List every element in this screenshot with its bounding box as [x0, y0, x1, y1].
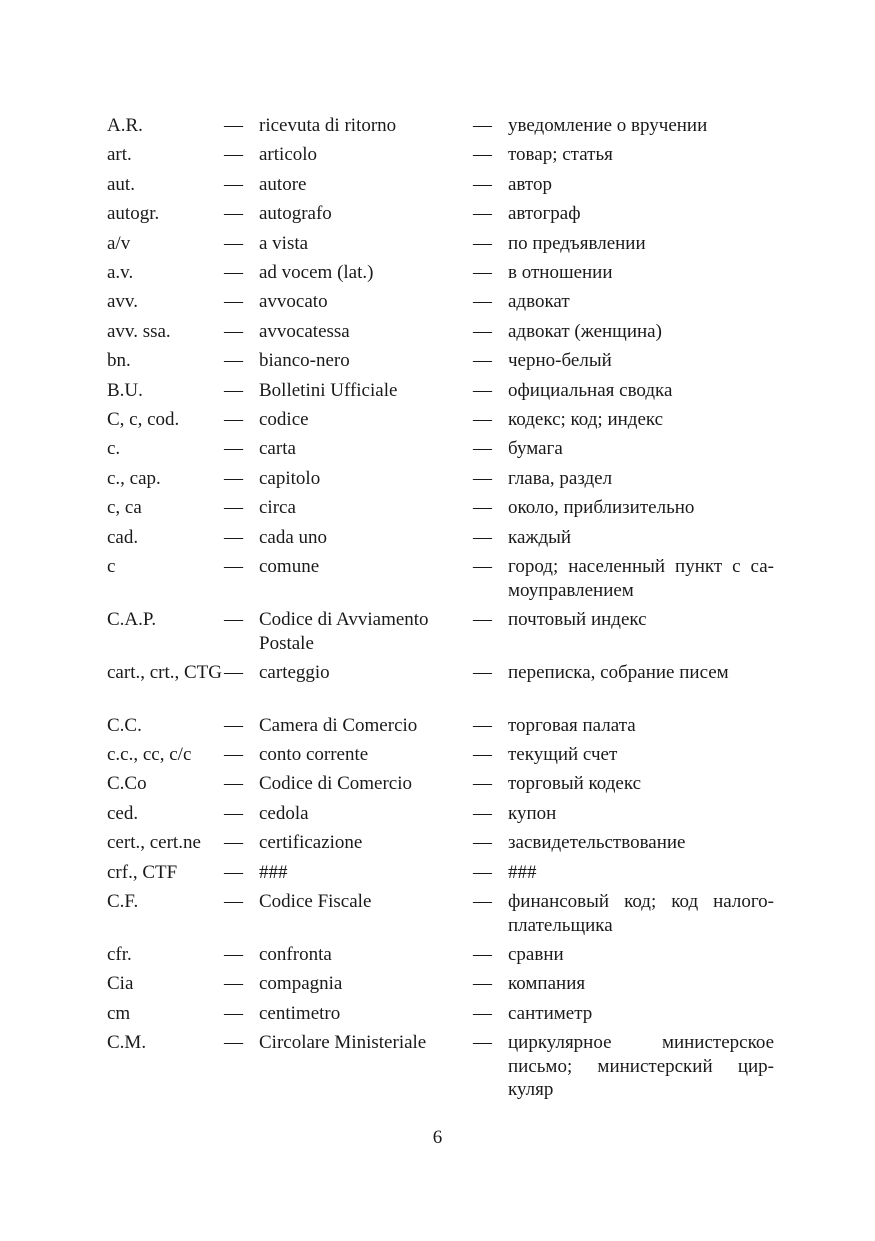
russian-translation-line: автор	[508, 174, 552, 195]
separator-dash: —	[224, 203, 243, 224]
italian-term: Codice di Comercio	[259, 773, 413, 794]
abbreviation: cfr.	[107, 944, 132, 965]
abbreviation: c	[107, 556, 116, 577]
separator-dash: —	[473, 1003, 492, 1024]
separator-dash: —	[224, 144, 243, 165]
russian-translation	[508, 261, 774, 285]
separator-dash: —	[224, 832, 243, 853]
russian-translation-line: финансовый код; код налого-	[508, 891, 774, 912]
separator-dash: —	[473, 409, 492, 430]
russian-translation-line: моуправлением	[508, 579, 634, 601]
russian-translation-line: товар; статья	[508, 144, 613, 165]
russian-translation-line: в отношении	[508, 262, 613, 283]
russian-translation-line: глава, раздел	[508, 468, 613, 489]
separator-dash: —	[473, 468, 492, 489]
russian-translation-line: текущий счет	[508, 744, 618, 765]
abbreviation: B.U.	[107, 380, 143, 401]
separator-dash: —	[224, 744, 243, 765]
abbreviation: art.	[107, 144, 132, 165]
separator-dash: —	[473, 556, 492, 577]
separator-dash: —	[224, 262, 243, 283]
separator-dash: —	[224, 233, 243, 254]
separator-dash: —	[224, 291, 243, 312]
abbreviation: c., cap.	[107, 468, 161, 489]
russian-translation-line: уведомление о вручении	[508, 115, 708, 136]
italian-term: cedola	[259, 803, 309, 824]
russian-translation-line: кодекс; код; индекс	[508, 409, 664, 430]
russian-translation	[508, 290, 774, 314]
russian-translation	[508, 661, 774, 685]
russian-translation	[508, 772, 774, 796]
separator-dash: —	[473, 438, 492, 459]
separator-dash: —	[224, 944, 243, 965]
abbreviation: avv.	[107, 291, 138, 312]
russian-translation	[508, 743, 774, 767]
russian-translation	[508, 232, 774, 256]
separator-dash: —	[224, 973, 243, 994]
separator-dash: —	[224, 321, 243, 342]
abbreviation: crf., CTF	[107, 862, 178, 883]
separator-dash: —	[473, 380, 492, 401]
russian-translation-line: письмо; министерский цир-	[508, 1055, 774, 1077]
russian-translation	[508, 320, 774, 344]
italian-term: ricevuta di ritorno	[259, 115, 397, 136]
abbreviation: c, ca	[107, 497, 142, 518]
abbreviation: C.C.	[107, 715, 142, 736]
italian-term: ###	[259, 862, 288, 883]
page-number: 6	[432, 1127, 443, 1148]
abbreviation: Cia	[107, 973, 134, 994]
italian-term: autografo	[259, 203, 332, 224]
italian-term: bianco-nero	[259, 350, 350, 371]
russian-translation-line: черно-белый	[508, 350, 612, 371]
separator-dash: —	[224, 527, 243, 548]
separator-dash: —	[224, 662, 243, 683]
italian-term: autore	[259, 174, 307, 195]
separator-dash: —	[224, 1003, 243, 1024]
separator-dash: —	[473, 609, 492, 630]
russian-translation-line: адвокат	[508, 291, 570, 312]
italian-term: certificazione	[259, 832, 363, 853]
russian-translation	[508, 890, 774, 937]
russian-translation-line: переписка, собрание писем	[508, 662, 729, 683]
italian-term: Bolletini Ufficiale	[259, 380, 398, 401]
russian-translation-line: адвокат (женщина)	[508, 321, 662, 342]
separator-dash: —	[473, 715, 492, 736]
russian-translation-line: плательщика	[508, 914, 613, 936]
abbreviation: a/v	[107, 233, 131, 254]
abbreviation: aut.	[107, 174, 135, 195]
italian-term: codice	[259, 409, 309, 430]
abbreviation: cert., cert.ne	[107, 832, 201, 853]
russian-translation	[508, 1031, 774, 1102]
italian-term: articolo	[259, 144, 318, 165]
russian-translation-line: торговый кодекс	[508, 773, 642, 794]
separator-dash: —	[473, 662, 492, 683]
russian-translation-line: засвидетельствование	[508, 832, 686, 853]
italian-term: capitolo	[259, 468, 321, 489]
russian-translation	[508, 972, 774, 996]
separator-dash: —	[224, 497, 243, 518]
separator-dash: —	[224, 773, 243, 794]
russian-translation-line: город; населенный пункт с са-	[508, 556, 774, 577]
italian-term: comune	[259, 556, 320, 577]
separator-dash: —	[473, 144, 492, 165]
separator-dash: —	[224, 715, 243, 736]
italian-term: Camera di Comercio	[259, 715, 418, 736]
abbreviation: A.R.	[107, 115, 143, 136]
italian-term: avvocato	[259, 291, 328, 312]
separator-dash: —	[473, 862, 492, 883]
abbreviation: C.F.	[107, 891, 139, 912]
separator-dash: —	[224, 409, 243, 430]
italian-term: ad vocem (lat.)	[259, 262, 374, 283]
separator-dash: —	[473, 233, 492, 254]
russian-translation	[508, 379, 774, 403]
russian-translation-line: около, приблизительно	[508, 497, 695, 518]
italian-term: conto corrente	[259, 744, 369, 765]
italian-term: avvocatessa	[259, 321, 350, 342]
separator-dash: —	[224, 115, 243, 136]
separator-dash: —	[224, 438, 243, 459]
separator-dash: —	[473, 832, 492, 853]
italian-term: confronta	[259, 944, 332, 965]
russian-translation-line: компания	[508, 973, 586, 994]
italian-term: compagnia	[259, 973, 343, 994]
separator-dash: —	[473, 527, 492, 548]
russian-translation	[508, 114, 774, 138]
separator-dash: —	[473, 973, 492, 994]
separator-dash: —	[473, 891, 492, 912]
russian-translation-line: ###	[508, 862, 537, 883]
russian-translation-line: официальная сводка	[508, 380, 673, 401]
separator-dash: —	[473, 803, 492, 824]
russian-translation	[508, 555, 774, 602]
separator-dash: —	[224, 350, 243, 371]
russian-translation-line: торговая палата	[508, 715, 636, 736]
russian-translation	[508, 349, 774, 373]
separator-dash: —	[473, 744, 492, 765]
italian-term: centimetro	[259, 1003, 341, 1024]
russian-translation-line: по предъявлении	[508, 233, 646, 254]
separator-dash: —	[473, 115, 492, 136]
italian-term: carteggio	[259, 662, 330, 683]
russian-translation-line: циркулярное министерское	[508, 1032, 774, 1053]
separator-dash: —	[473, 944, 492, 965]
separator-dash: —	[224, 556, 243, 577]
italian-term: circa	[259, 497, 296, 518]
russian-translation	[508, 202, 774, 226]
russian-translation	[508, 437, 774, 461]
russian-translation	[508, 714, 774, 738]
abbreviation: c.c., cc, c/c	[107, 744, 192, 765]
separator-dash: —	[224, 174, 243, 195]
italian-term: Codice Fiscale	[259, 891, 372, 912]
russian-translation	[508, 526, 774, 550]
abbreviation: avv. ssa.	[107, 321, 171, 342]
italian-term: Codice di Avviamento Postale	[259, 609, 429, 654]
separator-dash: —	[224, 1032, 243, 1053]
abbreviation: c.	[107, 438, 121, 459]
russian-translation	[508, 143, 774, 167]
separator-dash: —	[473, 262, 492, 283]
italian-term: a vista	[259, 233, 309, 254]
separator-dash: —	[473, 1032, 492, 1053]
abbreviation: a.v.	[107, 262, 134, 283]
russian-translation	[508, 467, 774, 491]
russian-translation	[508, 173, 774, 197]
russian-translation-line: сантиметр	[508, 1003, 593, 1024]
separator-dash: —	[224, 609, 243, 630]
russian-translation	[508, 496, 774, 520]
separator-dash: —	[473, 497, 492, 518]
separator-dash: —	[224, 803, 243, 824]
abbreviation: cart., crt., CTG	[107, 662, 223, 683]
russian-translation-line: каждый	[508, 527, 572, 548]
separator-dash: —	[473, 773, 492, 794]
abbreviation: ced.	[107, 803, 139, 824]
russian-translation	[508, 861, 774, 885]
russian-translation	[508, 1002, 774, 1026]
separator-dash: —	[224, 380, 243, 401]
separator-dash: —	[473, 321, 492, 342]
separator-dash: —	[224, 468, 243, 489]
separator-dash: —	[473, 291, 492, 312]
russian-translation-line: автограф	[508, 203, 581, 224]
russian-translation-line: почтовый индекс	[508, 609, 647, 630]
russian-translation	[508, 802, 774, 826]
abbreviation: bn.	[107, 350, 131, 371]
abbreviation: C.M.	[107, 1032, 147, 1053]
russian-translation	[508, 408, 774, 432]
italian-term: Circolare Ministeriale	[259, 1032, 427, 1053]
abbreviation: C, c, cod.	[107, 409, 180, 430]
italian-term: cada uno	[259, 527, 328, 548]
abbreviation: C.A.P.	[107, 609, 157, 630]
separator-dash: —	[224, 891, 243, 912]
separator-dash: —	[473, 203, 492, 224]
separator-dash: —	[473, 174, 492, 195]
russian-translation-line: купон	[508, 803, 557, 824]
abbreviation: autogr.	[107, 203, 160, 224]
russian-translation	[508, 831, 774, 855]
russian-translation-line: куляр	[508, 1079, 554, 1100]
separator-dash: —	[224, 862, 243, 883]
russian-translation-line: сравни	[508, 944, 564, 965]
italian-term: carta	[259, 438, 296, 459]
abbreviation: cm	[107, 1003, 131, 1024]
abbreviation: cad.	[107, 527, 139, 548]
abbreviation: C.Co	[107, 773, 147, 794]
separator-dash: —	[473, 350, 492, 371]
russian-translation-line: бумага	[508, 438, 563, 459]
russian-translation	[508, 943, 774, 967]
russian-translation	[508, 608, 774, 632]
